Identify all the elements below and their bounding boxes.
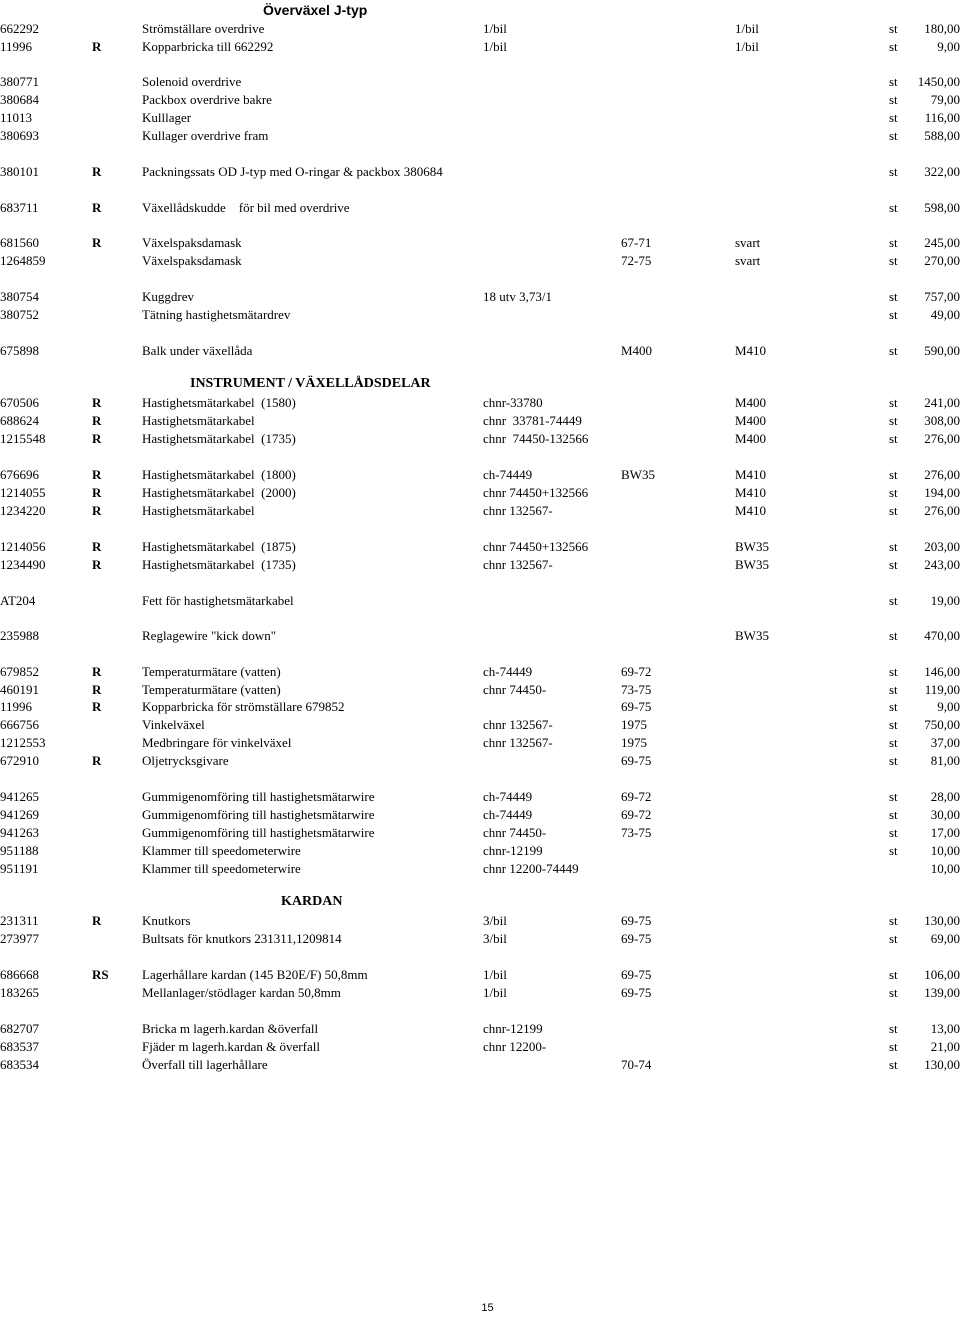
table-row bbox=[0, 109, 960, 127]
unit: st bbox=[889, 539, 898, 554]
article-number: 683534 bbox=[0, 1057, 39, 1072]
unit: st bbox=[889, 39, 898, 54]
description: Mellanlager/stödlager kardan 50,8mm bbox=[142, 985, 341, 1000]
unit: st bbox=[889, 557, 898, 572]
section-title: KARDAN bbox=[281, 894, 343, 909]
description: Växellådskudde för bil med overdrive bbox=[142, 200, 350, 215]
description: Hastighetsmätarkabel (1875) bbox=[142, 539, 296, 554]
year-or-model: 69-75 bbox=[621, 913, 652, 928]
chassis-or-qty: 1/bil bbox=[483, 39, 507, 54]
table-row bbox=[0, 592, 960, 610]
article-number: 11013 bbox=[0, 110, 33, 125]
unit: st bbox=[889, 1057, 898, 1072]
table-row bbox=[0, 412, 960, 430]
table-row bbox=[0, 556, 960, 574]
price: 180,00 bbox=[924, 21, 960, 36]
chassis-or-qty: chnr 132567- bbox=[483, 717, 553, 732]
variant: M410 bbox=[735, 343, 767, 358]
description: Klammer till speedometerwire bbox=[142, 843, 301, 858]
table-row bbox=[0, 912, 960, 930]
price: 203,00 bbox=[924, 539, 960, 554]
chassis-or-qty: chnr 74450- bbox=[483, 825, 547, 840]
price: 276,00 bbox=[924, 503, 960, 518]
r-flag: R bbox=[92, 503, 102, 518]
article-number: 1234220 bbox=[0, 503, 46, 518]
description: Kuggdrev bbox=[142, 289, 194, 304]
chassis-or-qty: 1/bil bbox=[483, 967, 507, 982]
table-row bbox=[0, 91, 960, 109]
r-flag: R bbox=[92, 200, 102, 215]
year-or-model: 69-75 bbox=[621, 753, 652, 768]
table-row bbox=[0, 466, 960, 484]
price: 9,00 bbox=[937, 39, 960, 54]
article-number: 666756 bbox=[0, 717, 39, 732]
article-number: 662292 bbox=[0, 21, 39, 36]
unit: st bbox=[889, 967, 898, 982]
article-number: 231311 bbox=[0, 913, 39, 928]
year-or-model: 69-75 bbox=[621, 967, 652, 982]
article-number: 380771 bbox=[0, 74, 39, 89]
price: 116,00 bbox=[924, 110, 960, 125]
year-or-model: 69-75 bbox=[621, 985, 652, 1000]
unit: st bbox=[889, 913, 898, 928]
unit: st bbox=[889, 985, 898, 1000]
year-or-model: M400 bbox=[621, 343, 653, 358]
description: Bultsats för knutkors 231311,1209814 bbox=[142, 931, 342, 946]
unit: st bbox=[889, 628, 898, 643]
description: Växelspaksdamask bbox=[142, 235, 242, 250]
table-row bbox=[0, 842, 960, 860]
price: 308,00 bbox=[924, 413, 960, 428]
price: 130,00 bbox=[924, 1057, 960, 1072]
price: 81,00 bbox=[930, 753, 960, 768]
description: Hastighetsmätarkabel bbox=[142, 503, 255, 518]
article-number: 683537 bbox=[0, 1039, 39, 1054]
description: Gummigenomföring till hastighetsmätarwire bbox=[142, 789, 375, 804]
description: Kulllager bbox=[142, 110, 192, 125]
unit: st bbox=[889, 735, 898, 750]
r-flag: R bbox=[92, 485, 102, 500]
price: 119,00 bbox=[924, 682, 960, 697]
variant: M400 bbox=[735, 413, 767, 428]
variant: M400 bbox=[735, 431, 767, 446]
price: 245,00 bbox=[924, 235, 960, 250]
unit: st bbox=[889, 431, 898, 446]
chassis-or-qty: chnr 33781-74449 bbox=[483, 413, 582, 428]
table-row bbox=[0, 1056, 960, 1074]
chassis-or-qty: chnr 74450-132566 bbox=[483, 431, 589, 446]
variant: M400 bbox=[735, 395, 767, 410]
table-row bbox=[0, 824, 960, 842]
table-row bbox=[0, 484, 960, 502]
r-flag: R bbox=[92, 557, 102, 572]
article-number: 951191 bbox=[0, 861, 39, 876]
description: Hastighetsmätarkabel (1735) bbox=[142, 557, 296, 572]
unit: st bbox=[889, 343, 898, 358]
article-number: 951188 bbox=[0, 843, 39, 858]
table-row bbox=[0, 663, 960, 681]
price: 9,00 bbox=[937, 699, 960, 714]
variant: M410 bbox=[735, 485, 767, 500]
chassis-or-qty: 3/bil bbox=[483, 931, 507, 946]
article-number: 941269 bbox=[0, 807, 39, 822]
r-flag: R bbox=[92, 753, 102, 768]
r-flag: R bbox=[92, 235, 102, 250]
chassis-or-qty: chnr 12200- bbox=[483, 1039, 547, 1054]
chassis-or-qty: chnr 132567- bbox=[483, 735, 553, 750]
chassis-or-qty: ch-74449 bbox=[483, 807, 533, 822]
article-number: 1214056 bbox=[0, 539, 46, 554]
unit: st bbox=[889, 1021, 898, 1036]
price: 13,00 bbox=[930, 1021, 960, 1036]
price: 17,00 bbox=[930, 825, 960, 840]
article-number: 183265 bbox=[0, 985, 39, 1000]
description: Kopparbricka till 662292 bbox=[142, 39, 274, 54]
table-row bbox=[0, 306, 960, 324]
price: 139,00 bbox=[924, 985, 960, 1000]
r-flag: R bbox=[92, 539, 102, 554]
article-number: 380684 bbox=[0, 92, 39, 107]
article-number: 676696 bbox=[0, 467, 39, 482]
price: 30,00 bbox=[930, 807, 960, 822]
section-title: INSTRUMENT / VÄXELLÅDSDELAR bbox=[190, 376, 431, 391]
chassis-or-qty: chnr-12199 bbox=[483, 843, 543, 858]
article-number: 235988 bbox=[0, 628, 39, 643]
unit: st bbox=[889, 200, 898, 215]
chassis-or-qty: 1/bil bbox=[483, 985, 507, 1000]
year-or-model: 1975 bbox=[621, 717, 647, 732]
year-or-model: 69-72 bbox=[621, 664, 652, 679]
table-row bbox=[0, 538, 960, 556]
variant: M410 bbox=[735, 467, 767, 482]
article-number: 11996 bbox=[0, 699, 33, 714]
article-number: 1212553 bbox=[0, 735, 46, 750]
description: Solenoid overdrive bbox=[142, 74, 242, 89]
chassis-or-qty: chnr-33780 bbox=[483, 395, 543, 410]
price: 194,00 bbox=[924, 485, 960, 500]
description: Oljetrycksgivare bbox=[142, 753, 229, 768]
price: 588,00 bbox=[924, 128, 960, 143]
unit: st bbox=[889, 128, 898, 143]
description: Överfall till lagerhållare bbox=[142, 1057, 268, 1072]
article-number: 679852 bbox=[0, 664, 39, 679]
article-number: 683711 bbox=[0, 200, 39, 215]
description: Packningssats OD J-typ med O-ringar & packbox 380684 bbox=[142, 164, 443, 179]
section-title: Överväxel J-typ bbox=[263, 2, 368, 18]
price: 146,00 bbox=[924, 664, 960, 679]
table-row bbox=[0, 1020, 960, 1038]
article-number: 1214055 bbox=[0, 485, 46, 500]
chassis-or-qty: 3/bil bbox=[483, 913, 507, 928]
r-flag: R bbox=[92, 913, 102, 928]
table-row bbox=[0, 73, 960, 91]
chassis-or-qty: chnr-12199 bbox=[483, 1021, 543, 1036]
unit: st bbox=[889, 164, 898, 179]
description: Hastighetsmätarkabel (1735) bbox=[142, 431, 296, 446]
price: 10,00 bbox=[930, 861, 960, 876]
price: 28,00 bbox=[930, 789, 960, 804]
unit: st bbox=[889, 717, 898, 732]
article-number: 1234490 bbox=[0, 557, 46, 572]
article-number: 681560 bbox=[0, 235, 39, 250]
unit: st bbox=[889, 682, 898, 697]
description: Strömställare overdrive bbox=[142, 21, 265, 36]
price: 106,00 bbox=[924, 967, 960, 982]
unit: st bbox=[889, 789, 898, 804]
price: 241,00 bbox=[924, 395, 960, 410]
unit: st bbox=[889, 307, 898, 322]
article-number: 1215548 bbox=[0, 431, 46, 446]
page-number: 15 bbox=[481, 1302, 494, 1314]
article-number: 380754 bbox=[0, 289, 39, 304]
article-number: 273977 bbox=[0, 931, 39, 946]
article-number: 675898 bbox=[0, 343, 39, 358]
chassis-or-qty: chnr 74450+132566 bbox=[483, 485, 589, 500]
variant: M410 bbox=[735, 503, 767, 518]
price: 79,00 bbox=[930, 92, 960, 107]
variant: BW35 bbox=[735, 539, 769, 554]
year-or-model: 69-75 bbox=[621, 699, 652, 714]
table-row bbox=[0, 252, 960, 270]
description: Växelspaksdamask bbox=[142, 253, 242, 268]
r-flag: R bbox=[92, 467, 102, 482]
table-row bbox=[0, 430, 960, 448]
unit: st bbox=[889, 235, 898, 250]
r-flag: R bbox=[92, 431, 102, 446]
table-row bbox=[0, 734, 960, 752]
unit: st bbox=[889, 753, 898, 768]
table-row bbox=[0, 288, 960, 306]
year-or-model: 73-75 bbox=[621, 825, 652, 840]
table-row bbox=[0, 342, 960, 360]
unit: st bbox=[889, 807, 898, 822]
year-or-model: 69-72 bbox=[621, 807, 652, 822]
variant: 1/bil bbox=[735, 39, 759, 54]
year-or-model: BW35 bbox=[621, 467, 655, 482]
price: 276,00 bbox=[924, 467, 960, 482]
table-row bbox=[0, 20, 960, 38]
article-number: 672910 bbox=[0, 753, 39, 768]
table-row bbox=[0, 788, 960, 806]
table-row bbox=[0, 681, 960, 699]
price: 322,00 bbox=[924, 164, 960, 179]
table-row bbox=[0, 966, 960, 984]
chassis-or-qty: ch-74449 bbox=[483, 789, 533, 804]
description: Bricka m lagerh.kardan &överfall bbox=[142, 1021, 319, 1036]
price: 270,00 bbox=[924, 253, 960, 268]
year-or-model: 72-75 bbox=[621, 253, 652, 268]
chassis-or-qty: ch-74449 bbox=[483, 467, 533, 482]
description: Medbringare för vinkelväxel bbox=[142, 735, 292, 750]
table-row bbox=[0, 930, 960, 948]
price: 276,00 bbox=[924, 431, 960, 446]
table-row bbox=[0, 984, 960, 1002]
unit: st bbox=[889, 467, 898, 482]
description: Hastighetsmätarkabel (1800) bbox=[142, 467, 296, 482]
price: 598,00 bbox=[924, 200, 960, 215]
price: 49,00 bbox=[930, 307, 960, 322]
description: Balk under växellåda bbox=[142, 343, 253, 358]
r-flag: R bbox=[92, 664, 102, 679]
table-row bbox=[0, 127, 960, 145]
price: 243,00 bbox=[924, 557, 960, 572]
chassis-or-qty: chnr 132567- bbox=[483, 503, 553, 518]
description: Lagerhållare kardan (145 B20E/F) 50,8mm bbox=[142, 967, 368, 982]
description: Fett för hastighetsmätarkabel bbox=[142, 593, 294, 608]
article-number: AT204 bbox=[0, 593, 36, 608]
variant: svart bbox=[735, 253, 761, 268]
description: Temperaturmätare (vatten) bbox=[142, 682, 281, 697]
unit: st bbox=[889, 931, 898, 946]
unit: st bbox=[889, 395, 898, 410]
unit: st bbox=[889, 825, 898, 840]
chassis-or-qty: chnr 74450+132566 bbox=[483, 539, 589, 554]
price: 69,00 bbox=[930, 931, 960, 946]
r-flag: R bbox=[92, 39, 102, 54]
price: 470,00 bbox=[924, 628, 960, 643]
article-number: 682707 bbox=[0, 1021, 39, 1036]
price: 757,00 bbox=[924, 289, 960, 304]
year-or-model: 1975 bbox=[621, 735, 647, 750]
price: 10,00 bbox=[930, 843, 960, 858]
unit: st bbox=[889, 503, 898, 518]
unit: st bbox=[889, 21, 898, 36]
variant: 1/bil bbox=[735, 21, 759, 36]
article-number: 380101 bbox=[0, 164, 39, 179]
unit: st bbox=[889, 485, 898, 500]
unit: st bbox=[889, 74, 898, 89]
table-row bbox=[0, 806, 960, 824]
r-flag: R bbox=[92, 164, 102, 179]
description: Temperaturmätare (vatten) bbox=[142, 664, 281, 679]
article-number: 670506 bbox=[0, 395, 39, 410]
chassis-or-qty: chnr 74450- bbox=[483, 682, 547, 697]
unit: st bbox=[889, 664, 898, 679]
chassis-or-qty: chnr 132567- bbox=[483, 557, 553, 572]
chassis-or-qty: 18 utv 3,73/1 bbox=[483, 289, 552, 304]
r-flag: R bbox=[92, 699, 102, 714]
description: Gummigenomföring till hastighetsmätarwire bbox=[142, 825, 375, 840]
chassis-or-qty: chnr 12200-74449 bbox=[483, 861, 579, 876]
price: 21,00 bbox=[930, 1039, 960, 1054]
year-or-model: 69-75 bbox=[621, 931, 652, 946]
price: 37,00 bbox=[930, 735, 960, 750]
article-number: 380693 bbox=[0, 128, 39, 143]
table-row bbox=[0, 199, 960, 217]
price: 590,00 bbox=[924, 343, 960, 358]
table-row bbox=[0, 698, 960, 716]
price: 1450,00 bbox=[917, 74, 960, 89]
description: Reglagewire "kick down" bbox=[142, 628, 277, 643]
unit: st bbox=[889, 843, 898, 858]
chassis-or-qty: 1/bil bbox=[483, 21, 507, 36]
description: Gummigenomföring till hastighetsmätarwire bbox=[142, 807, 375, 822]
article-number: 686668 bbox=[0, 967, 39, 982]
unit: st bbox=[889, 253, 898, 268]
article-number: 460191 bbox=[0, 682, 39, 697]
description: Packbox overdrive bakre bbox=[142, 92, 272, 107]
table-row bbox=[0, 234, 960, 252]
description: Vinkelväxel bbox=[142, 717, 205, 732]
table-row bbox=[0, 163, 960, 181]
r-flag: R bbox=[92, 413, 102, 428]
article-number: 941263 bbox=[0, 825, 39, 840]
year-or-model: 70-74 bbox=[621, 1057, 652, 1072]
description: Kullager overdrive fram bbox=[142, 128, 269, 143]
table-row bbox=[0, 1038, 960, 1056]
year-or-model: 69-72 bbox=[621, 789, 652, 804]
price: 130,00 bbox=[924, 913, 960, 928]
table-row bbox=[0, 38, 960, 56]
table-row bbox=[0, 716, 960, 734]
unit: st bbox=[889, 413, 898, 428]
description: Knutkors bbox=[142, 913, 191, 928]
article-number: 941265 bbox=[0, 789, 39, 804]
unit: st bbox=[889, 593, 898, 608]
description: Hastighetsmätarkabel (1580) bbox=[142, 395, 296, 410]
article-number: 1264859 bbox=[0, 253, 46, 268]
table-row bbox=[0, 394, 960, 412]
unit: st bbox=[889, 1039, 898, 1054]
description: Klammer till speedometerwire bbox=[142, 861, 301, 876]
unit: st bbox=[889, 699, 898, 714]
article-number: 380752 bbox=[0, 307, 39, 322]
article-number: 11996 bbox=[0, 39, 33, 54]
article-number: 688624 bbox=[0, 413, 39, 428]
description: Kopparbricka för strömställare 679852 bbox=[142, 699, 345, 714]
year-or-model: 73-75 bbox=[621, 682, 652, 697]
r-flag: R bbox=[92, 682, 102, 697]
price: 750,00 bbox=[924, 717, 960, 732]
r-flag: R bbox=[92, 395, 102, 410]
unit: st bbox=[889, 110, 898, 125]
r-flag: RS bbox=[92, 967, 109, 982]
description: Hastighetsmätarkabel bbox=[142, 413, 255, 428]
table-row bbox=[0, 627, 960, 645]
unit: st bbox=[889, 92, 898, 107]
description: Fjäder m lagerh.kardan & överfall bbox=[142, 1039, 320, 1054]
variant: BW35 bbox=[735, 557, 769, 572]
price: 19,00 bbox=[930, 593, 960, 608]
variant: svart bbox=[735, 235, 761, 250]
chassis-or-qty: ch-74449 bbox=[483, 664, 533, 679]
description: Hastighetsmätarkabel (2000) bbox=[142, 485, 296, 500]
year-or-model: 67-71 bbox=[621, 235, 652, 250]
table-row bbox=[0, 860, 960, 878]
table-row bbox=[0, 752, 960, 770]
table-row bbox=[0, 502, 960, 520]
description: Tätning hastighetsmätardrev bbox=[142, 307, 291, 322]
variant: BW35 bbox=[735, 628, 769, 643]
unit: st bbox=[889, 289, 898, 304]
